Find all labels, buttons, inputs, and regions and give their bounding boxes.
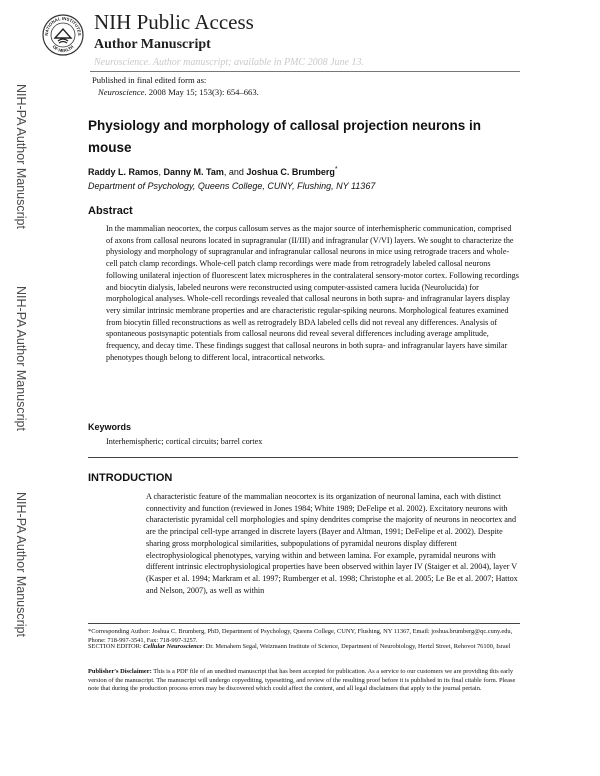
nih-seal-logo xyxy=(42,14,84,56)
header-rule xyxy=(90,71,520,72)
published-note: Published in final edited form as: xyxy=(92,75,207,85)
availability-note xyxy=(94,57,364,68)
author-brumberg: Joshua C. Brumberg xyxy=(246,167,335,177)
availability-text: . Author manuscript; available in PMC 2008 June 13. xyxy=(148,57,364,68)
keywords-heading: Keywords xyxy=(88,422,132,432)
introduction-text: A characteristic feature of the mammalian neocortex is its organization of neuronal lamina, each with distinct connectivity and function (reviewed in Jones 1984; White 1989; DeFelipe et al. 2002). Excitatory neurons with characteristic pyramidal cell morphologies and spiny dendrites comprise the majority of neurons in neocortex and are the principal cell-type arranged in discrete layers (Bayer and Altman, 1991; DeFelipe et al. 2002). Despite sharing gross morphological similarities, subpopulations of pyramidal neurons display different electrophysiological phenotypes, varying within and between lamina. For example, pyramidal neurons with different intrinsic electrophysiological properties have been observed within layer IV (Staiger et al. 2004), layer V (Kasper et al. 1994; Markram et al. 1997; Rumberger et al. 1998; Christophe et al. 2005; Le Be et al. 2007; Hattox and Nelson, 2007), as well as within xyxy=(146,492,518,595)
abstract-text: In the mammalian neocortex, the corpus callosum serves as the major source of interhemispheric communication, comprised of axons from callosal neurons located in supragranular (II/III) and infragranular (V/VI) layers. We sought to characterize the physiology and morphology of supragranular and infragranular callosal neurons in mice using retrograde tracers and whole-cell patch clamp recordings. Whole-cell patch clamp recordings were made from retrogradely labeled callosal neurons following unilateral injection of fluorescent latex microspheres in the contralateral sensory-motor cortex. Following recordings and biocytin dialysis, labeled neurons were reconstructed using computer-assisted camera lucida (Neurolucida) for morphological analyses. Whole-cell recordings revealed that callosal neurons in both supra- and infragranular layers display very similar intrinsic membrane properties and are characteristic regular-spiking neurons. Morphological features examined from biocytin filled reconstructions as well as retrogradely BDA labeled cells did not reveal any differences. Analysis of spontaneous postsynaptic potentials from callosal neurons did reveal several differences including average amplitude, frequency, and decay time. These findings suggest that callosal neurons in both supra- and infragranular layers have similar phenotypes though belong to different local, intracortical networks. xyxy=(106,224,519,362)
header-subtitle: Author Manuscript xyxy=(94,37,211,52)
author-list: Raddy L. Ramos, Danny M. Tam, and Joshua C. Brumberg* xyxy=(88,166,338,177)
svg-text:OF HEALTH xyxy=(52,44,75,53)
article-title: Physiology and morphology of callosal projection neurons in mouse xyxy=(88,118,482,155)
footnote-rule xyxy=(88,623,520,624)
availability-journal: Neuroscience xyxy=(94,57,149,68)
header-title: NIH Public Access xyxy=(94,10,254,34)
affiliation: Department of Psychology, Queens College, CUNY, Flushing, NY 11367 xyxy=(88,181,376,191)
corresponding-mark: * xyxy=(334,166,338,173)
keywords-rule xyxy=(88,457,518,458)
introduction-heading: INTRODUCTION xyxy=(88,472,173,484)
citation-journal: Neuroscience xyxy=(98,87,145,97)
author-ramos: Raddy L. Ramos xyxy=(88,167,159,177)
author-tam: Danny M. Tam xyxy=(163,167,224,177)
logo-ring-top-text: NATIONAL INSTITUTES xyxy=(43,15,83,36)
keywords-text: Interhemispheric; cortical circuits; barrel cortex xyxy=(106,437,263,446)
citation-details: . 2008 May 15; 153(3): 654–663. xyxy=(144,87,259,97)
publisher-disclaimer: Publisher's Disclaimer: This is a PDF file of an unedited manuscript that has been accepted for publication. As a service to our customers we are providing this early version of the manuscript. The manuscript will undergo copyediting, typesetting, and review of the resulting proof before it is published in its final citable form. Please note that during the production process errors may be discovered which could affect the content, and all legal disclaimers that apply to the journal pertain. xyxy=(88,668,516,693)
svg-text:NATIONAL INSTITUTES xyxy=(44,16,82,36)
section-editor-footnote: SECTION EDITOR: Cellular Neuroscience: Dr. Menahem Segal, Weizmann Institute of Science, Department of Neurobiology, Hertzl Street, Rehovot 76100, Israel xyxy=(88,643,511,650)
abstract-heading: Abstract xyxy=(88,205,133,217)
citation xyxy=(98,87,259,97)
logo-ring-bottom-text: OF HEALTH xyxy=(51,44,75,54)
corresponding-author-footnote: *Corresponding Author: Joshua C. Brumberg, PhD, Department of Psychology, Queens College, CUNY, Flushing, NY 11367, Email: joshua.brumberg@qc.cuny.edu, Phone: 718-997-3541, Fax: 718-997-3257. xyxy=(88,628,513,644)
